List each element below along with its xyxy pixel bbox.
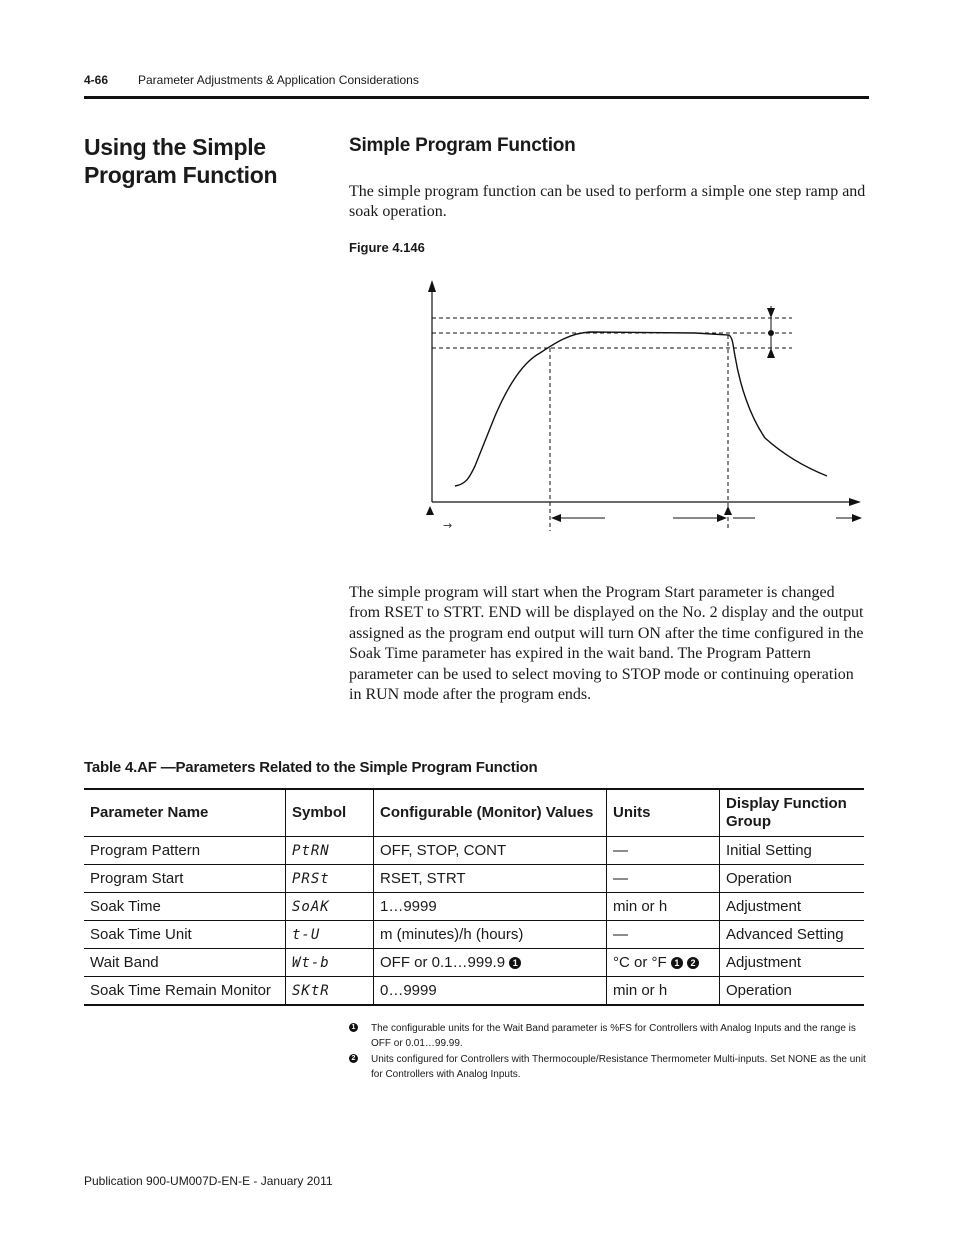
figure-label: Figure 4.146 [349,240,425,255]
footnote-marker: 1 [349,1023,358,1032]
cell-name: Soak Time Unit [90,926,192,943]
cell-units: — [607,921,720,949]
table-row [84,893,864,921]
cell-group: Adjustment [720,893,865,921]
footnote-1 [349,1021,869,1051]
cell-values-text: OFF or 0.1…999.9 [380,954,506,971]
cell-units: — [607,837,720,865]
cell-name: Soak Time Remain Monitor [90,982,271,999]
running-header: Parameter Adjustments & Application Considerations [138,73,419,87]
page-number: 4-66 [84,73,109,87]
table-row [84,921,864,949]
cell-group: Initial Setting [720,837,865,865]
cell-values [374,949,607,977]
start-arrow-label: → [443,519,453,532]
soak-arrow-right [717,514,727,522]
cell-symbol: SKtR [286,977,374,1006]
header-group: Display Function Group [720,789,865,837]
table-row [84,837,864,865]
subsection-title: Simple Program Function [349,135,576,156]
cell-symbol: SoAK [286,893,374,921]
cell-symbol: Wt-b [286,949,374,977]
cell-group: Operation [720,977,865,1006]
footnote-marker: 2 [349,1054,358,1063]
cell-values: 0…9999 [374,977,607,1006]
intro-paragraph: The simple program function can be used to perform a simple one step ramp and soak operation. [349,183,866,221]
footnote-ref-1: 1 [509,957,521,969]
table-caption: Table 4.AF —Parameters Related to the Simple Program Function [84,759,538,776]
table-header-row [84,789,864,837]
section-title: Using the Simple Program Function [84,134,278,188]
cell-group: Adjustment [720,949,865,977]
cell-values: RSET, STRT [374,865,607,893]
setpoint-dot [768,330,774,336]
cell-symbol: t-U [286,921,374,949]
wait-band-arrow-top [767,308,775,318]
cell-units-text: °C or °F [613,954,667,971]
cell-values: OFF, STOP, CONT [374,837,607,865]
footnote-text: The configurable units for the Wait Band parameter is %FS for Controllers with Analog Inputs and the range is OFF or 0.01…99.99. [371,1023,856,1049]
cell-units: min or h [607,893,720,921]
cell-symbol: PtRN [286,837,374,865]
header-units: Units [607,789,720,837]
cell-group: Advanced Setting [720,921,865,949]
cell-name: Program Start [90,870,184,887]
cell-name: Soak Time [90,898,161,915]
y-axis-arrowhead [428,280,436,292]
wait-band-arrow-bottom [767,348,775,358]
ramp-soak-figure [415,276,865,541]
cell-values: 1…9999 [374,893,607,921]
continue-arrowhead [852,514,862,522]
cell-name: Program Pattern [90,842,201,859]
soak-arrow-left [551,514,561,522]
header-values: Configurable (Monitor) Values [374,789,607,837]
parameters-table [84,788,864,1006]
program-start-marker [426,506,434,515]
cell-units: min or h [607,977,720,1006]
publication-footer: Publication 900-UM007D-EN-E - January 2011 [84,1174,333,1188]
cell-symbol: PRSt [286,865,374,893]
footnote-ref-2: 2 [687,957,699,969]
footnote-ref-1: 1 [671,957,683,969]
cell-group: Operation [720,865,865,893]
table-row [84,865,864,893]
program-end-marker [724,506,732,515]
header-rule [84,96,869,99]
header-symbol: Symbol [286,789,374,837]
cell-name: Wait Band [90,954,159,971]
cell-units [607,949,720,977]
header-parameter-name: Parameter Name [90,804,209,821]
table-row [84,977,864,1006]
x-axis-arrowhead [849,498,861,506]
footnote-2 [349,1052,869,1082]
footnote-text: Units configured for Controllers with Thermocouple/Resistance Thermometer Multi-inputs. Set NONE as the unit for Controllers with Analog Inputs. [371,1054,866,1080]
cell-units: — [607,865,720,893]
body-paragraph: The simple program will start when the Program Start parameter is changed from RSET to STRT. END will be displayed on the No. 2 display and the output assigned as the program end output will turn ON after the time configured in the Soak Time parameter has expired in the wait band. The Program Pattern parameter can be used to select moving to STOP mode or continuing operation in RUN mode after the program ends. [349,584,864,704]
cell-values: m (minutes)/h (hours) [374,921,607,949]
table-row [84,949,864,977]
